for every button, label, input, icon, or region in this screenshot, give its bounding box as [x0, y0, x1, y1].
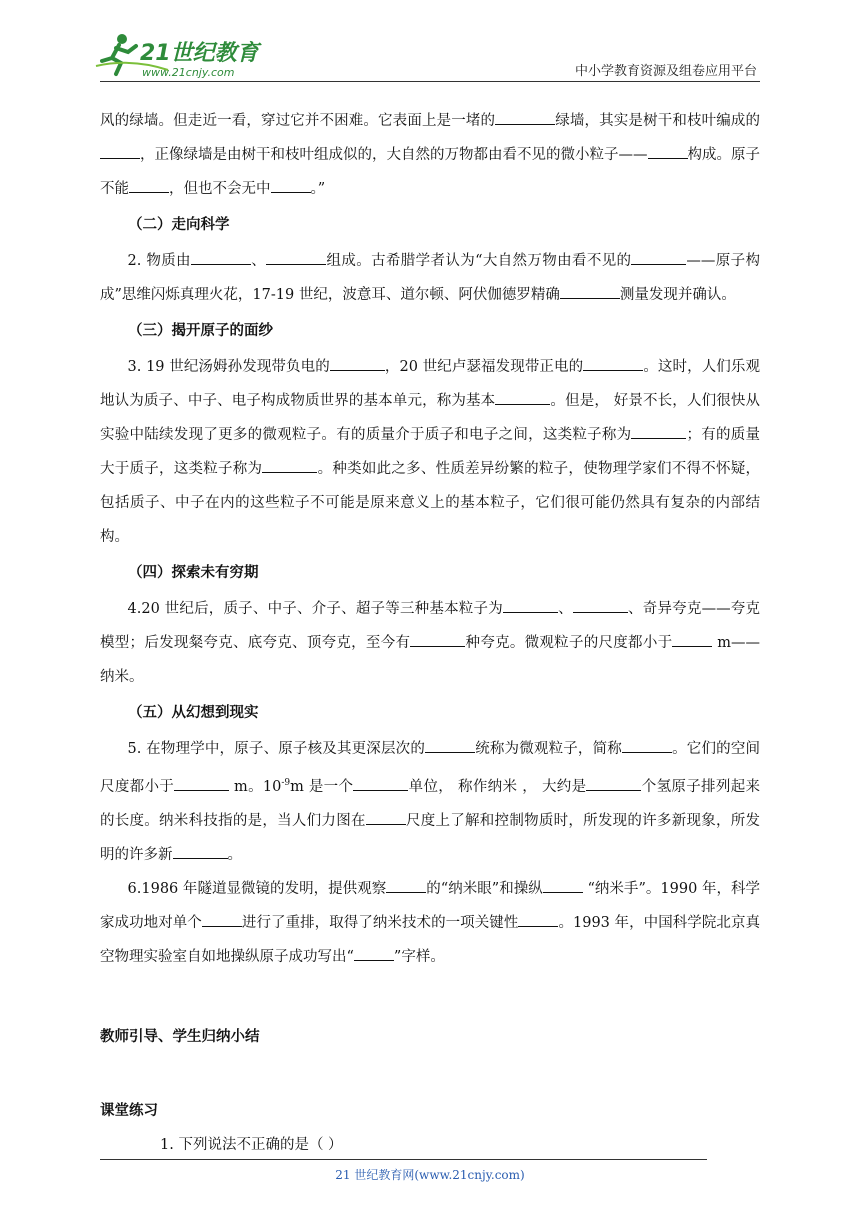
text-run: 风的绿墙。但走近一看，穿过它并不困难。它表面上是一堵的	[100, 113, 496, 129]
text-run: ；有的质量大于质子，这类粒子称为	[100, 427, 761, 477]
text-run: 21世纪教育	[140, 41, 259, 66]
text-run: 5. 在物理学中，原子、原子核及其更深层次的	[127, 741, 426, 757]
fill-blank	[672, 632, 712, 647]
text-run: 构成。原子不能	[100, 147, 760, 197]
fill-blank	[648, 144, 688, 159]
paragraph-6	[100, 872, 760, 974]
section-heading-2: （二）走向科学	[128, 217, 230, 233]
text-run: m——纳米。	[100, 635, 761, 685]
fill-blank	[503, 598, 558, 613]
text-run: 。1993 年，中国科学院北京真空物理实验室自如地操纵原子成功写出“	[100, 914, 761, 965]
text-run: ”字样。	[393, 948, 445, 965]
fill-blank	[586, 776, 641, 791]
text-run: 。这时，人们乐观地认为质子、中子、电子构成物质世界的基本单元，称为基本	[100, 359, 761, 409]
fill-blank	[425, 738, 475, 753]
fill-blank	[271, 178, 311, 193]
practice-heading: 课堂练习	[100, 1102, 158, 1119]
fill-blank	[129, 178, 169, 193]
summary-heading: 教师引导、学生归纳小结	[100, 1028, 260, 1045]
text-run: ，但也不会无中	[169, 181, 271, 197]
text-run: 组成。古希腊学者认为“大自然万物由看不见的	[326, 253, 632, 269]
paragraph-3	[100, 350, 760, 554]
paragraph-2	[100, 244, 760, 312]
text-run: m 是一个	[290, 778, 354, 795]
fill-blank	[495, 390, 550, 405]
fill-blank	[631, 424, 686, 439]
fill-blank	[495, 110, 555, 125]
page-footer: 21 世纪教育网(www.21cnjy.com)	[335, 1168, 525, 1182]
text-run: 种夸克。微观粒子的尺度都小于	[465, 635, 673, 651]
fill-blank	[174, 776, 229, 791]
site-logo	[92, 30, 262, 80]
text-run: 。但是， 好景不长，人们很快从实验中陆续发现了更多的微观粒子。有的质量介于质子和电子之间，这类粒子称为	[100, 393, 761, 443]
section-heading-3: （三）揭开原子的面纱	[128, 323, 273, 339]
fill-blank	[330, 356, 385, 371]
fill-blank	[543, 878, 583, 893]
text-run: 进行了重排，取得了纳米技术的一项关键性	[241, 914, 519, 931]
fill-blank	[191, 250, 251, 265]
fill-blank	[353, 776, 408, 791]
text-run: 、奇异夸克——夸克模型；后发现粲夸克、底夸克、顶夸克，至今有	[100, 601, 761, 651]
fill-blank	[262, 458, 317, 473]
section-heading-5: （五）从幻想到现实	[128, 705, 259, 721]
text-run: 。”	[310, 181, 326, 197]
page-header	[0, 0, 860, 90]
fill-blank	[386, 878, 426, 893]
section-heading-4: （四）探索未有穷期	[128, 565, 259, 581]
logo-graphic	[92, 30, 262, 80]
document-body	[100, 104, 760, 1162]
paragraph-1	[100, 104, 760, 206]
fill-blank	[518, 912, 558, 927]
fill-blank	[100, 144, 140, 159]
text-run: 2. 物质由	[127, 253, 191, 269]
text-run: “纳米手”。1990 年，科学家成功地对单个	[100, 880, 761, 931]
fill-blank	[560, 284, 620, 299]
text-run: 绿墙，其实是树干和枝叶编成的	[555, 113, 761, 129]
paragraph-5	[100, 732, 760, 872]
platform-name: 中小学教育资源及组卷应用平台	[574, 64, 757, 79]
text-run: ，正像绿墙是由树干和枝叶组成似的，大自然的万物都由看不见的微小粒子——	[140, 147, 648, 163]
text-run: 个氢原子排列起来的长度。纳米科技指的是，当人们力图在	[100, 778, 761, 829]
fill-blank	[583, 356, 643, 371]
text-run: 。它们的空间尺度都小于	[100, 741, 761, 795]
fill-blank	[354, 946, 394, 961]
text-run: 尺度上了解和控制物质时，所发现的许多新现象，所发明的许多新	[100, 812, 761, 863]
fill-blank	[202, 912, 242, 927]
fill-blank	[410, 632, 465, 647]
text-run: ——原子构成”思维闪烁真理火花，17-19 世纪，波意耳、道尔顿、阿伏伽德罗精确	[100, 253, 760, 303]
text-run: www.21cnjy.com	[142, 66, 235, 79]
fill-blank	[631, 250, 686, 265]
text-run: 、	[250, 253, 267, 269]
text-run: m。10	[229, 778, 282, 795]
text-run: 。种类如此之多、性质差异纷繁的粒子，使物理学家们不得不怀疑，包括质子、中子在内的这些粒子不可能是原来意义上的基本粒子，它们很可能仍然具有复杂的内部结构。	[100, 461, 761, 545]
text-run: 4.20 世纪后，质子、中子、介子、超子等三种基本粒子为	[127, 601, 503, 617]
paragraph-4	[100, 592, 760, 694]
fill-blank	[173, 844, 228, 859]
text-run: 、	[557, 601, 573, 617]
fill-blank	[366, 810, 406, 825]
text-run: 的“纳米眼”和操纵	[426, 880, 543, 897]
question-1: 1. 下列说法不正确的是（ ）	[160, 1136, 343, 1153]
fill-blank	[622, 738, 672, 753]
text-run: 。	[227, 846, 242, 863]
footer-divider	[100, 1159, 707, 1160]
fill-blank	[266, 250, 326, 265]
text-run: 统称为微观粒子，简称	[475, 741, 622, 757]
text-run: -9	[281, 778, 291, 788]
text-run: 单位， 称作纳米 ， 大约是	[408, 778, 587, 795]
text-run: 6.1986 年隧道显微镜的发明，提供观察	[127, 880, 387, 897]
text-run: ，20 世纪卢瑟福发现带正电的	[384, 359, 584, 375]
text-run: 3. 19 世纪汤姆孙发现带负电的	[127, 359, 330, 375]
fill-blank	[573, 598, 628, 613]
header-divider	[100, 81, 760, 82]
text-run: 测量发现并确认。	[619, 287, 736, 303]
